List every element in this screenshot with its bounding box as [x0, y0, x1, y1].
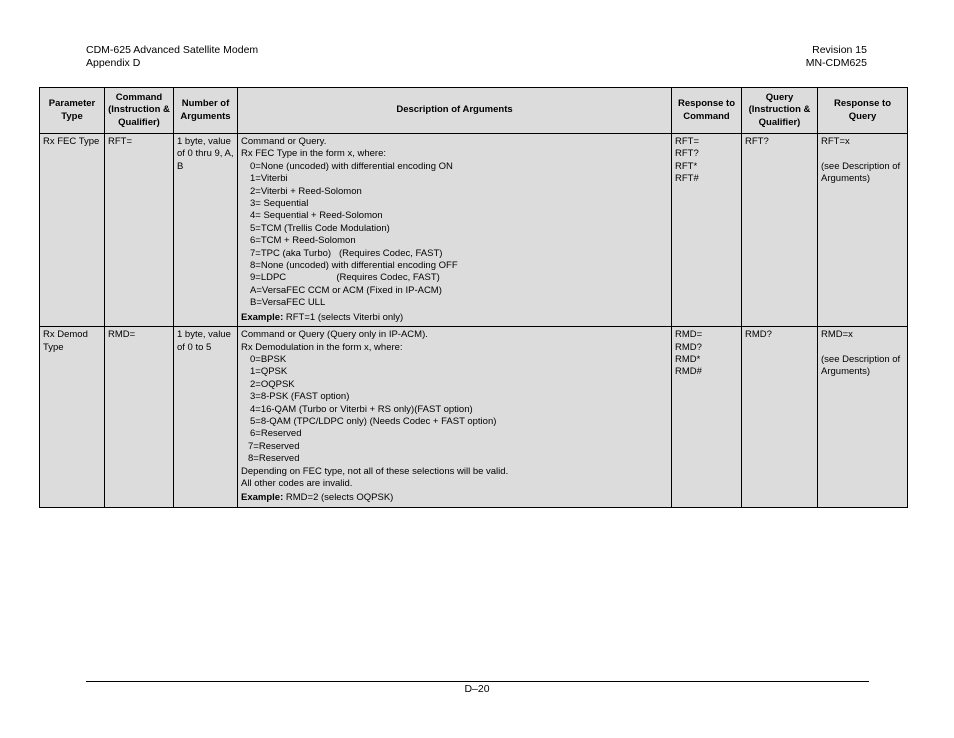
param-type-cell: Rx FEC Type: [40, 134, 105, 327]
column-header-parameter-type: Parameter Type: [40, 88, 105, 134]
response-to-command-cell: [672, 327, 742, 508]
example-text: RMD=2 (selects OQPSK): [283, 492, 394, 504]
revision-label: Revision 15: [812, 44, 867, 56]
option-item: 0=BPSK: [250, 353, 287, 365]
args-count-cell: 1 byte, value of 0 thru 9, A, B: [174, 134, 238, 327]
example-label: Example:: [241, 311, 284, 323]
option-item: 1=Viterbi: [250, 173, 288, 185]
response-item: RMD?: [675, 341, 702, 353]
column-header-response-to-command: Response to Command: [672, 88, 742, 134]
example-line: [241, 492, 668, 504]
document-number: MN-CDM625: [805, 56, 867, 69]
column-header-number-of-arguments: Number of Arguments: [174, 88, 238, 134]
response-to-command-cell: [672, 134, 742, 327]
page-number: D–20: [464, 683, 490, 695]
manual-title: CDM-625 Advanced Satellite Modem: [86, 44, 259, 56]
command-cell: RFT=: [105, 134, 174, 327]
option-item: 7=Reserved: [248, 440, 300, 452]
description-line: Rx FEC Type in the form x, where:: [241, 148, 387, 160]
column-header-response-to-query: Response to Query: [818, 88, 908, 134]
column-header-command: Command (Instruction & Qualifier): [105, 88, 174, 134]
response-to-query-cell: [818, 327, 908, 508]
description-line: Command or Query.: [241, 136, 327, 147]
option-item: 4= Sequential + Reed-Solomon: [250, 210, 383, 222]
option-item: 4=16-QAM (Turbo or Viterbi + RS only)(FAST option): [250, 403, 473, 415]
option-item: 2=Viterbi + Reed-Solomon: [250, 185, 362, 197]
option-item: 3=8-PSK (FAST option): [250, 391, 350, 403]
table-row-rx-fec-type: [40, 134, 908, 327]
query-cell: RMD?: [742, 327, 818, 508]
response-item: RFT?: [675, 148, 699, 160]
example-text: RFT=1 (selects Viterbi only): [283, 311, 404, 323]
option-item: 8=None (uncoded) with differential encoding OFF: [250, 260, 458, 272]
command-cell: RMD=: [105, 327, 174, 508]
query-response-note: (see Description of Arguments): [821, 353, 901, 378]
appendix-label: Appendix D: [86, 56, 141, 69]
description-line: Depending on FEC type, not all of these selections will be valid.: [241, 465, 509, 477]
document-header-left: [86, 44, 258, 69]
table-row-rx-demod-type: [40, 327, 908, 508]
description-cell: [238, 327, 672, 508]
query-cell: RFT?: [742, 134, 818, 327]
column-header-description: Description of Arguments: [238, 88, 672, 134]
query-response-note: (see Description of Arguments): [821, 160, 901, 185]
param-type-cell: Rx Demod Type: [40, 327, 105, 508]
description-line: Command or Query (Query only in IP-ACM).: [241, 329, 428, 341]
response-item: RFT*: [675, 160, 698, 172]
option-item: 0=None (uncoded) with differential encoding ON: [250, 160, 453, 172]
response-item: RMD*: [675, 353, 701, 365]
response-item: RFT#: [675, 173, 699, 185]
response-item: RFT=: [675, 136, 700, 147]
footer-rule: [86, 681, 869, 682]
option-item: 6=TCM + Reed-Solomon: [250, 235, 356, 247]
table-header-row: [40, 88, 908, 134]
args-count-cell: 1 byte, value of 0 to 5: [174, 327, 238, 508]
option-item: 8=Reserved: [248, 453, 300, 465]
option-item: A=VersaFEC CCM or ACM (Fixed in IP-ACM): [250, 284, 442, 296]
option-item: 9=LDPC (Requires Codec, FAST): [250, 272, 440, 284]
option-item: B=VersaFEC ULL: [250, 297, 326, 309]
option-item: 2=OQPSK: [250, 378, 295, 390]
option-item: 1=QPSK: [250, 366, 288, 378]
option-item: 5=TCM (Trellis Code Modulation): [250, 222, 390, 234]
option-item: 5=8-QAM (TPC/LDPC only) (Needs Codec + FAST option): [250, 415, 497, 427]
option-item: 7=TPC (aka Turbo) (Requires Codec, FAST): [250, 247, 443, 259]
description-cell: [238, 134, 672, 327]
document-header-right: [806, 44, 867, 69]
example-label: Example:: [241, 492, 284, 504]
description-line: All other codes are invalid.: [241, 477, 353, 489]
response-item: RMD#: [675, 366, 702, 378]
response-item: RMD=: [675, 329, 703, 341]
description-line: Rx Demodulation in the form x, where:: [241, 341, 403, 353]
column-header-query: Query (Instruction & Qualifier): [742, 88, 818, 134]
option-item: 3= Sequential: [250, 198, 309, 210]
query-response-value: RFT=x: [821, 136, 850, 147]
example-line: [241, 312, 668, 324]
option-item: 6=Reserved: [250, 428, 302, 440]
command-table: [39, 87, 908, 508]
response-to-query-cell: [818, 134, 908, 327]
query-response-value: RMD=x: [821, 329, 853, 341]
